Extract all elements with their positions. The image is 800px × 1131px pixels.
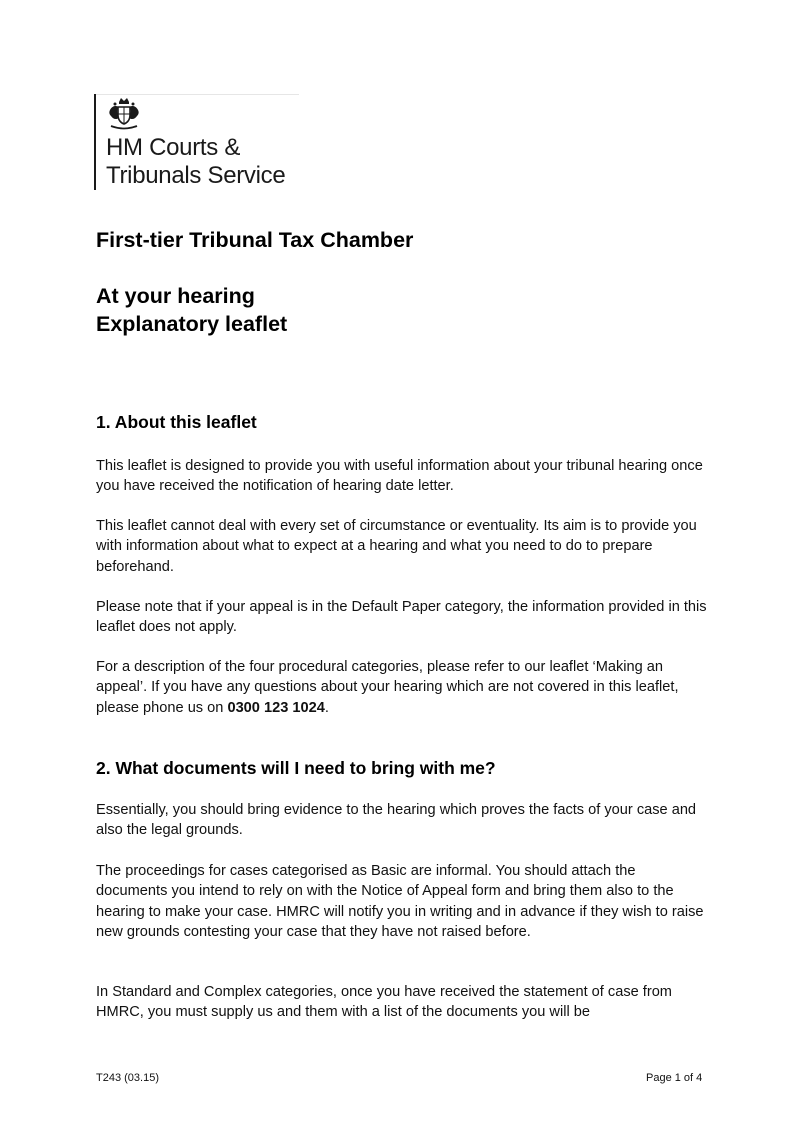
document-subtitle-2: Explanatory leaflet xyxy=(96,312,288,336)
section-2-paragraph-2: The proceedings for cases categorised as Basic are informal. You should attach the documents you intend to rely on with the Notice of Appeal form and bring them also to the hearing to make your case. HMRC will notify you in writing and in advance if they wish to raise new grounds contesting your case that they have not raised before. xyxy=(96,863,704,940)
logo-line-1: HM Courts & xyxy=(106,134,241,161)
document-title: First-tier Tribunal Tax Chamber xyxy=(96,228,414,252)
form-code: T243 (03.15) xyxy=(96,1072,159,1084)
section-1-paragraph-2: This leaflet cannot deal with every set of circumstance or eventuality. Its aim is to provide you with information about what to expect at a hearing and what you need to do to prepare beforehand. xyxy=(96,518,697,575)
section-2-heading: 2. What documents will I need to bring with me? xyxy=(96,758,496,778)
section-2-paragraph-3: In Standard and Complex categories, once you have received the statement of case from HMRC, you must supply us and them with a list of the documents you will be xyxy=(96,984,672,1021)
section-1-heading: 1. About this leaflet xyxy=(96,412,257,432)
phone-number: 0300 123 1024 xyxy=(227,699,325,716)
logo-rule xyxy=(94,94,96,190)
paragraph-4-end: . xyxy=(324,699,329,716)
royal-crest-icon xyxy=(106,96,142,132)
logo-wordmark xyxy=(106,134,285,190)
section-1-paragraph-3: Please note that if your appeal is in the Default Paper category, the information provided in this leaflet does not apply. xyxy=(96,599,707,636)
section-2-paragraph-1: Essentially, you should bring evidence to the hearing which proves the facts of your case and also the legal grounds. xyxy=(96,802,697,839)
logo-line-2: Tribunals Service xyxy=(106,162,286,189)
document-subtitle: At your hearing xyxy=(96,284,255,308)
section-1-paragraph-1: This leaflet is designed to provide you with useful information about your tribunal hearing once you have received the notification of hearing date letter. xyxy=(96,458,703,495)
logo-divider xyxy=(94,94,299,95)
hmcts-logo xyxy=(94,94,299,190)
page-number: Page 1 of 4 xyxy=(646,1072,703,1084)
paragraph-4-text: For a description of the four procedural categories, please refer to our leaflet ‘Making an appeal’. If you have any questions about your hearing which are not covered in this leaflet, please phone us on xyxy=(96,659,679,716)
section-1-paragraph-4 xyxy=(96,657,708,718)
